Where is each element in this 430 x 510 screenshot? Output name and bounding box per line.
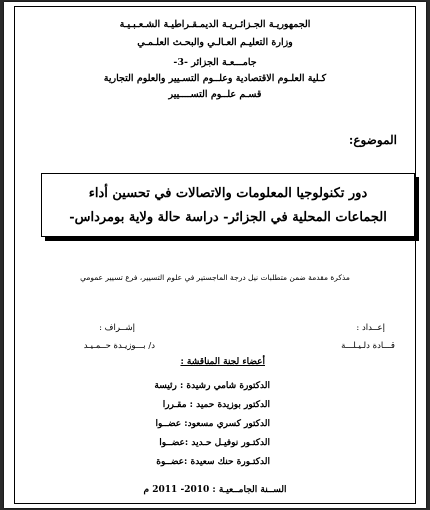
- title-line-2: الجماعات المحلية في الجزائر- دراسة حالة ولاية بومرداس-: [69, 210, 387, 225]
- jury-member: الدكتـورة حنك سعيدة :عضــوة: [156, 457, 270, 467]
- prepared-by-label: إعــداد :: [356, 323, 385, 333]
- republic-line: الجمهوريـة الجـزائـريـة الديمـقـراطيـة الشـعـبـيـة: [119, 19, 311, 30]
- department-line: قسـم علــوم التســــيير: [168, 89, 262, 100]
- topic-label: الموضوع:: [348, 133, 397, 147]
- jury-member: الدكتـور نوفيـل حـديد :عضــوا: [159, 438, 270, 448]
- ministry-line: وزارة التعليـم العـالـي والبحـث العلـمـي: [137, 37, 293, 48]
- title-line-1: دور تكنولوجيا المعلومات والاتصالات في تحسين أداء: [88, 186, 368, 201]
- faculty-line: كـلية العلـوم الاقتصادية وعلــوم التسـيير والعلوم التجارية: [103, 73, 327, 84]
- title-box: [41, 173, 415, 237]
- jury-member: الدكتور بوزيدة حميد : مقـررا: [162, 400, 270, 410]
- page-border: [14, 6, 416, 504]
- thesis-description: مذكرة مقدمة ضمن متطلبات نيل درجة الماجستير في علوم التسيير، فرع تسيير عمومي: [80, 273, 350, 282]
- prepared-by-name: قـــادة دلـيـلـــة: [341, 341, 395, 351]
- supervision-label: إشــراف :: [99, 323, 135, 333]
- academic-year: الســنة الجامــعيـة : 2010- 2011 م: [143, 485, 287, 495]
- document-page: [4, 2, 426, 508]
- jury-member: الدكتورة شامي رشيدة : رئيسة: [154, 381, 270, 391]
- jury-title: أعضاء لجنة المناقشة :: [180, 357, 265, 367]
- jury-member: الدكتور كسري مسعود: عضــوا: [155, 419, 270, 429]
- supervisor-name: د/ بـــوزيـدة حــمـيـد: [83, 341, 155, 351]
- university-line: جامـــعـة الجزائر -3-: [173, 57, 257, 68]
